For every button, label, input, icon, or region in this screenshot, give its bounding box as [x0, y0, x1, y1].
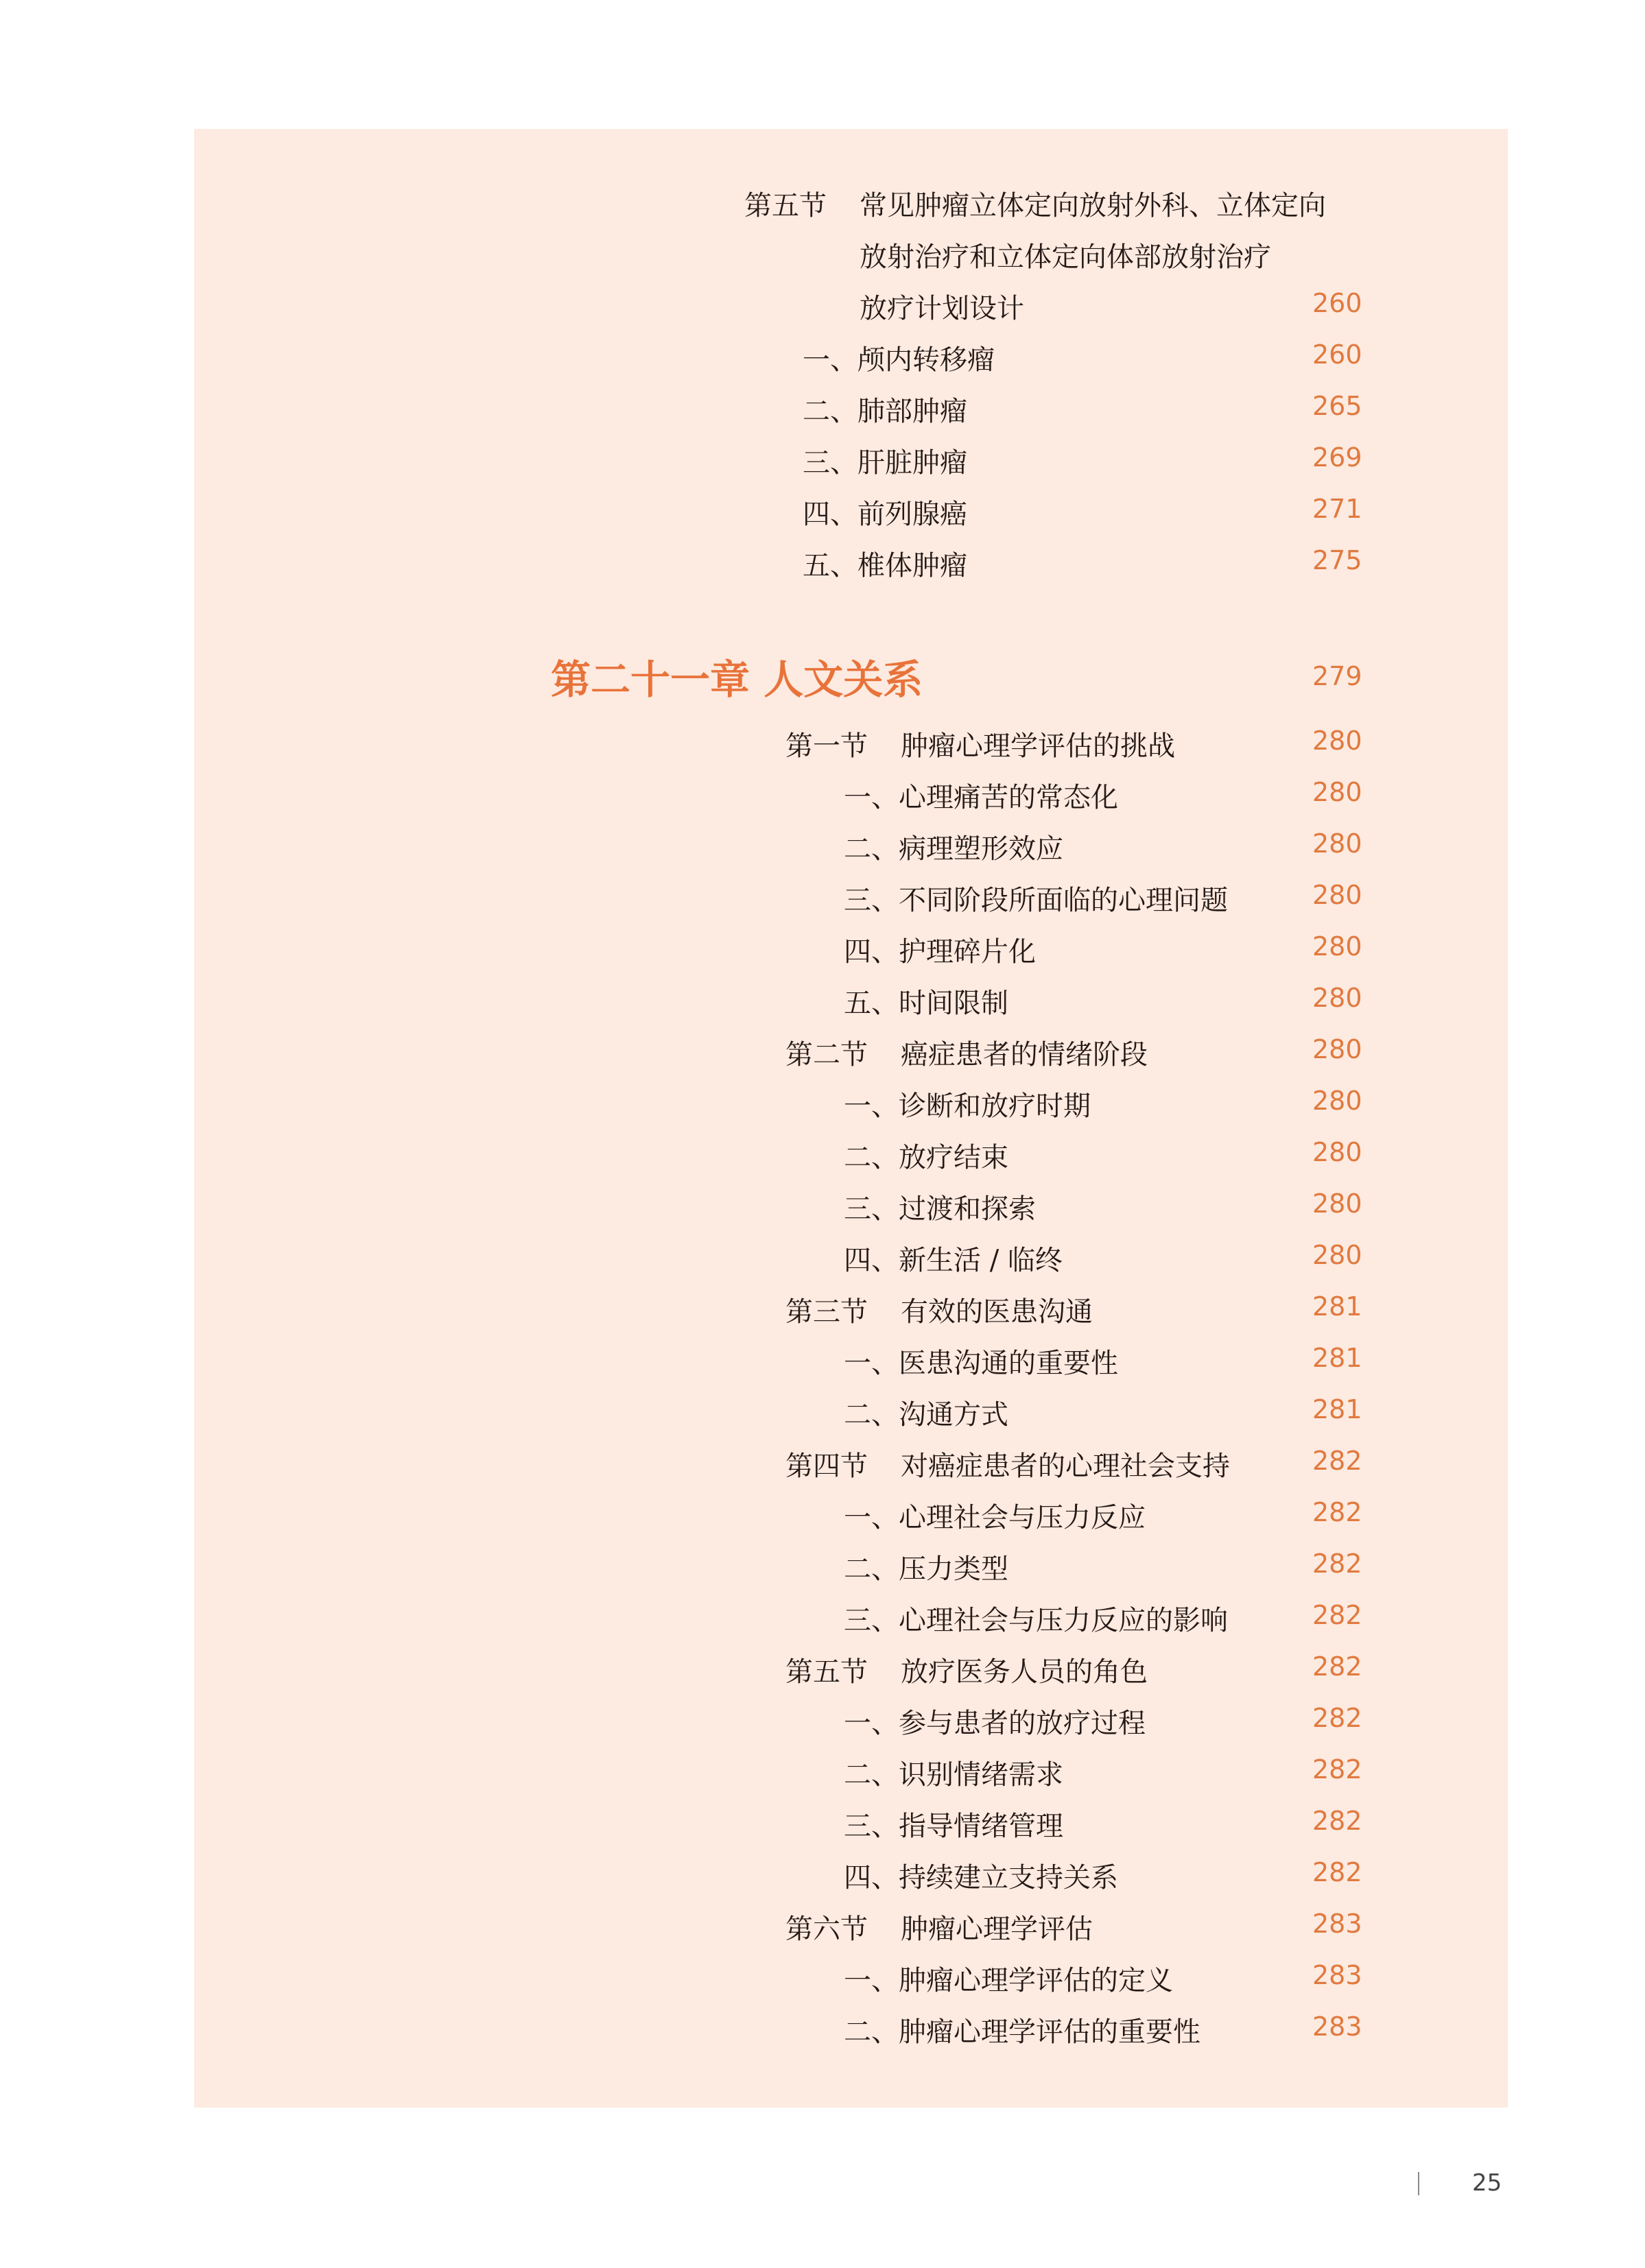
toc-item-row[interactable]	[194, 1335, 1508, 1386]
page-number: 282	[1312, 1600, 1362, 1630]
page-number: 282	[1312, 1497, 1362, 1527]
section-label: 第五节	[785, 1656, 868, 1688]
toc-item-row[interactable]	[194, 1952, 1508, 2003]
item-title: 一、心理社会与压力反应	[844, 1502, 1146, 1533]
item-title: 二、压力类型	[844, 1553, 1008, 1585]
section-title: 肿瘤心理学评估的挑战	[901, 730, 1175, 762]
item-title: 五、椎体肿瘤	[803, 550, 967, 582]
page-number: 282	[1312, 1703, 1362, 1733]
page-number: 283	[1312, 1960, 1362, 1990]
item-title: 一、心理痛苦的常态化	[844, 782, 1118, 813]
page-number: 280	[1312, 983, 1362, 1013]
toc-section-row[interactable]	[194, 717, 1508, 769]
toc-item-row[interactable]	[194, 331, 1508, 383]
section-label: 第五节	[744, 190, 827, 222]
toc-panel	[194, 129, 1508, 2108]
section-title: 放疗医务人员的角色	[901, 1656, 1148, 1688]
item-title: 一、参与患者的放疗过程	[844, 1708, 1146, 1739]
toc-item-row[interactable]	[194, 769, 1508, 820]
page-number: 269	[1312, 442, 1362, 473]
toc-item-row[interactable]	[194, 1746, 1508, 1798]
page-number: 280	[1312, 828, 1362, 859]
page-number: 280	[1312, 1086, 1362, 1116]
toc-item-row[interactable]	[194, 923, 1508, 975]
toc-item-row[interactable]	[194, 975, 1508, 1026]
toc-item-row[interactable]	[194, 1232, 1508, 1283]
page-number: 280	[1312, 880, 1362, 910]
item-title: 三、肝脏肿瘤	[803, 447, 967, 479]
section-title: 常见肿瘤立体定向放射外科、立体定向	[860, 190, 1326, 222]
page-number: 281	[1312, 1394, 1362, 1424]
toc-item-row[interactable]	[194, 2003, 1508, 2055]
toc-item-row[interactable]	[194, 1695, 1508, 1746]
toc-section-row[interactable]	[194, 1437, 1508, 1489]
page-number: 260	[1312, 288, 1362, 318]
page-number: 280	[1312, 726, 1362, 756]
item-title: 二、沟通方式	[844, 1399, 1008, 1431]
page-number: 265	[1312, 391, 1362, 421]
section-label: 第一节	[785, 730, 868, 762]
item-title: 三、不同阶段所面临的心理问题	[844, 885, 1228, 916]
toc-item-row[interactable]	[194, 820, 1508, 872]
page-number: 281	[1312, 1291, 1362, 1322]
toc-item-row[interactable]	[194, 1180, 1508, 1232]
page-number: 282	[1312, 1446, 1362, 1476]
toc-item-row[interactable]	[194, 1592, 1508, 1643]
item-title: 四、新生活 / 临终	[844, 1245, 1063, 1276]
item-title: 三、过渡和探索	[844, 1193, 1036, 1225]
toc-item-row[interactable]	[194, 1798, 1508, 1849]
page-number: 280	[1312, 931, 1362, 962]
toc-item-row[interactable]	[194, 1386, 1508, 1437]
toc-section-row[interactable]	[194, 1643, 1508, 1695]
page-number: 280	[1312, 1034, 1362, 1064]
chapter-page-number: 279	[1312, 661, 1362, 691]
toc-item-row[interactable]	[194, 872, 1508, 923]
item-title: 二、肺部肿瘤	[803, 396, 967, 427]
page-number: 283	[1312, 1909, 1362, 1939]
section-label: 第六节	[785, 1913, 868, 1945]
toc-item-row[interactable]	[194, 1540, 1508, 1592]
toc-chapter-row[interactable]	[194, 643, 1508, 712]
item-title: 二、放疗结束	[844, 1142, 1008, 1173]
toc-item-row[interactable]	[194, 1849, 1508, 1900]
toc-section-row-continued[interactable]	[194, 228, 1508, 280]
page-number: 282	[1312, 1754, 1362, 1784]
page-number: 282	[1312, 1651, 1362, 1682]
item-title: 四、护理碎片化	[844, 936, 1036, 968]
item-title: 一、医患沟通的重要性	[844, 1348, 1118, 1379]
page-number: 280	[1312, 1137, 1362, 1167]
toc-section-row[interactable]	[194, 1026, 1508, 1077]
page-footer-number: 25	[1472, 2169, 1502, 2197]
item-title: 一、诊断和放疗时期	[844, 1090, 1091, 1122]
toc-section-row[interactable]	[194, 177, 1508, 228]
section-title: 肿瘤心理学评估	[901, 1913, 1093, 1945]
section-title: 放疗计划设计	[860, 293, 1024, 324]
toc-section-row-continued[interactable]	[194, 280, 1508, 331]
page-number: 280	[1312, 777, 1362, 807]
item-title: 一、肿瘤心理学评估的定义	[844, 1965, 1173, 1996]
section-label: 第四节	[785, 1451, 868, 1482]
item-title: 二、识别情绪需求	[844, 1759, 1063, 1791]
page-number: 282	[1312, 1857, 1362, 1887]
page-number: 260	[1312, 339, 1362, 370]
item-title: 四、前列腺癌	[803, 499, 967, 530]
section-label: 第三节	[785, 1296, 868, 1328]
item-title: 五、时间限制	[844, 988, 1008, 1019]
item-title: 三、心理社会与压力反应的影响	[844, 1605, 1228, 1636]
page-number: 282	[1312, 1549, 1362, 1579]
chapter-title: 第二十一章 人文关系	[551, 656, 923, 703]
toc-item-row[interactable]	[194, 1489, 1508, 1540]
section-title: 癌症患者的情绪阶段	[901, 1039, 1148, 1071]
toc-item-row[interactable]	[194, 537, 1508, 588]
page-number: 282	[1312, 1806, 1362, 1836]
section-title: 放射治疗和立体定向体部放射治疗	[860, 241, 1271, 273]
toc-item-row[interactable]	[194, 434, 1508, 486]
page-number: 281	[1312, 1343, 1362, 1373]
toc-section-row[interactable]	[194, 1283, 1508, 1335]
toc-item-row[interactable]	[194, 486, 1508, 537]
item-title: 二、病理塑形效应	[844, 833, 1063, 865]
toc-section-row[interactable]	[194, 1900, 1508, 1952]
section-title: 对癌症患者的心理社会支持	[901, 1451, 1230, 1482]
page-number: 275	[1312, 545, 1362, 575]
page-number: 283	[1312, 2012, 1362, 2042]
toc-item-row[interactable]	[194, 1077, 1508, 1129]
toc-item-row[interactable]	[194, 1129, 1508, 1180]
page-number: 280	[1312, 1189, 1362, 1219]
item-title: 二、肿瘤心理学评估的重要性	[844, 2016, 1200, 2048]
item-title: 三、指导情绪管理	[844, 1811, 1063, 1842]
toc-item-row[interactable]	[194, 383, 1508, 434]
footer-divider	[1418, 2172, 1419, 2195]
item-title: 一、颅内转移瘤	[803, 344, 995, 376]
section-label: 第二节	[785, 1039, 868, 1071]
page-number: 271	[1312, 494, 1362, 524]
page-number: 280	[1312, 1240, 1362, 1270]
item-title: 四、持续建立支持关系	[844, 1862, 1118, 1894]
section-title: 有效的医患沟通	[901, 1296, 1093, 1328]
